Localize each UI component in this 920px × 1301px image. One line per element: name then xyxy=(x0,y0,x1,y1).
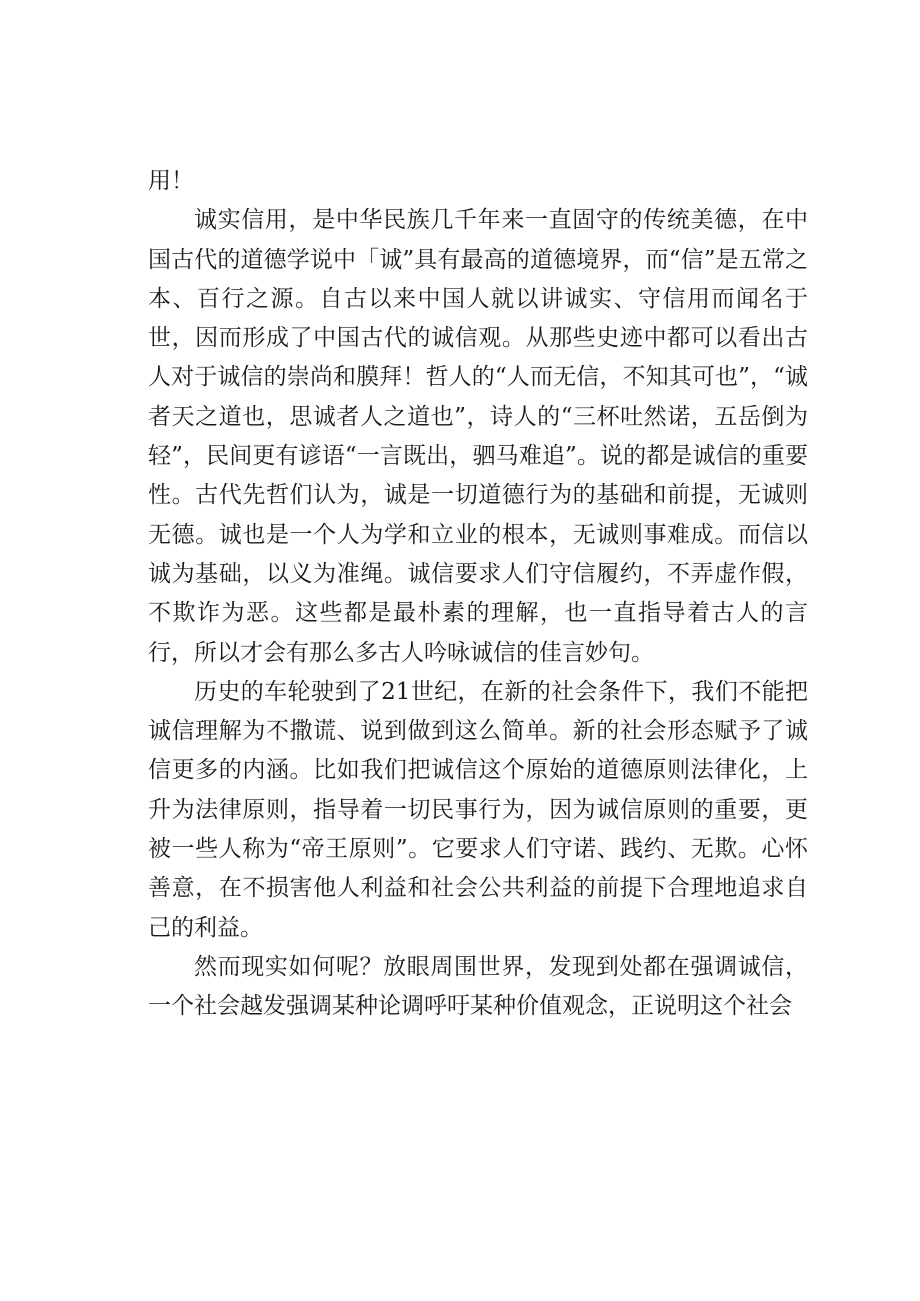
paragraph-traditional-integrity: 诚实信用，是中华民族几千年来一直固守的传统美德，在中国古代的道德学说中「诚”具有最高的道德境界，而“信”是五常之本、百行之源。自古以来中国人就以讲诚实、守信用而闻名于世，因而形成了中国古代的诚信观。从那些史迹中都可以看出古人对于诚信的崇尚和膜拜！哲人的“人而无信，不知其可也”，“诚者天之道也，思诚者人之道也”，诗人的“三杯吐然诺，五岳倒为轻”，民间更有谚语“一言既出，驷马难追”。说的都是诚信的重要性。古代先哲们认为，诚是一切道德行为的基础和前提，无诚则无德。诚也是一个人为学和立业的根本，无诚则事难成。而信以诚为基础，以义为准绳。诚信要求人们守信履约，不弄虚作假，不欺诈为恶。这些都是最朴素的理解，也一直指导着古人的言行，所以才会有那么多古人吟咏诚信的佳言妙句。 xyxy=(148,207,808,666)
paragraph-modern-integrity: 历史的车轮驶到了21世纪，在新的社会条件下，我们不能把诚信理解为不撒谎、说到做到这么简单。新的社会形态赋予了诚信更多的内涵。比如我们把诚信这个原始的道德原则法律化，上升为法律原则，指导着一切民事行为，因为诚信原则的重要，更被一些人称为“帝王原则”。它要求人们守诺、践约、无欺。心怀善意，在不损害他人利益和社会公共利益的前提下合理地追求自己的利益。 xyxy=(148,678,808,941)
paragraph-reality: 然而现实如何呢？放眼周围世界，发现到处都在强调诚信，一个社会越发强调某种论调呼吁某种价值观念，正说明这个社会 xyxy=(148,953,808,1020)
paragraph-continuation: 用！ xyxy=(148,168,194,194)
document-page xyxy=(148,162,808,1027)
